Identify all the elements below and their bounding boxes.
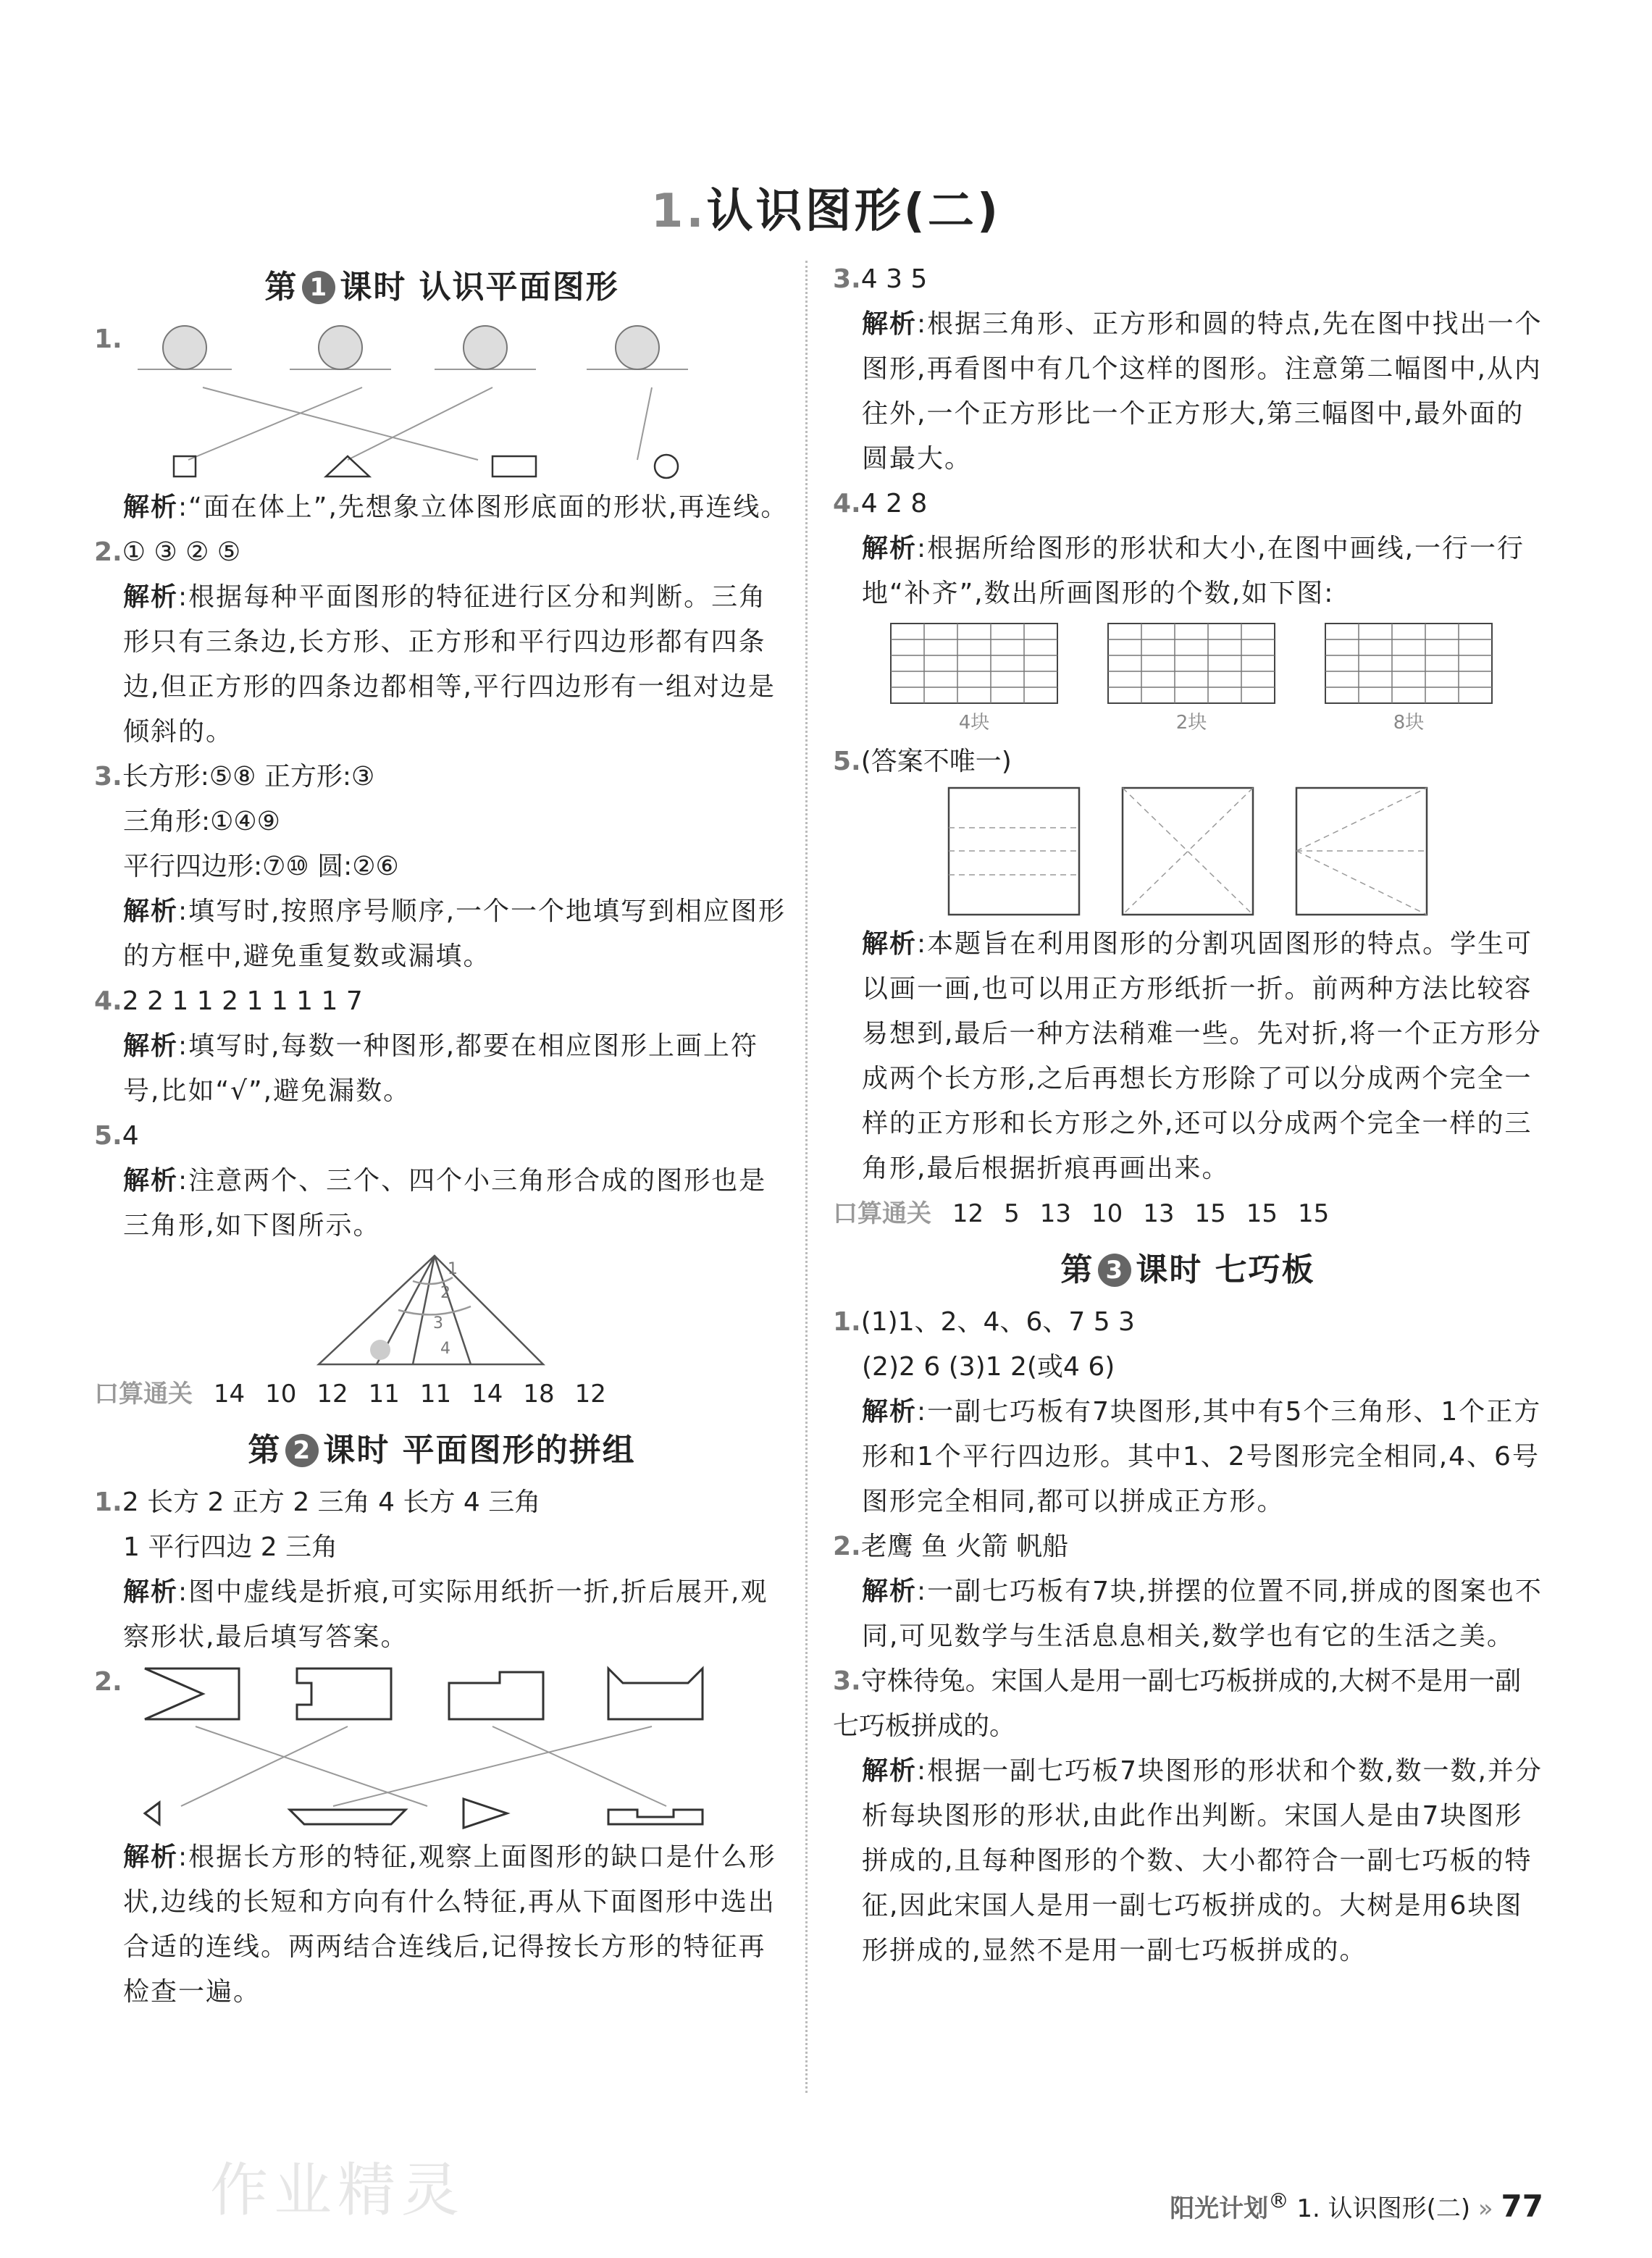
grid-figures: [876, 616, 1572, 739]
double-arrow-icon: »: [1477, 2194, 1493, 2223]
l2-q2-matching-figure: [116, 1661, 782, 1835]
l3-q2: 2.老鹰 鱼 火箭 帆船: [833, 1532, 1069, 1561]
l1-q4-explanation: 解析:填写时,每数一种图形,都要在相应图形上画上符号,比如“√”,避免漏数。: [123, 1031, 759, 1106]
l2-q2: 2.: [94, 1667, 122, 1697]
grid-label: 4块: [958, 712, 990, 734]
circle-shape: [655, 455, 678, 478]
l2-q1: 1.2 长方 2 正方 2 三角 4 长方 4 三角: [94, 1487, 541, 1517]
l3-q1-line2: (2)2 6 (3)1 2(或4 6): [862, 1352, 1115, 1382]
square-shape: [174, 456, 196, 477]
l1-q2: 2.① ③ ② ⑤: [94, 537, 241, 567]
l2-q1-explanation: 解析:图中虚线是折痕,可实际用纸折一折,折后展开,观察形状,最后填写答案。: [123, 1577, 768, 1652]
page-title: 1.认识图形(二): [650, 185, 1002, 238]
l3-q3: 3.守株待兔。宋国人是用一副七巧板拼成的,大树不是用一副七巧板拼成的。: [833, 1666, 1522, 1741]
l1-q4: 4.2 2 1 1 2 1 1 1 1 7: [94, 986, 363, 1016]
lesson-number-badge: 2: [285, 1434, 319, 1467]
child-icon: [319, 326, 362, 369]
tri-label: 2: [440, 1284, 450, 1302]
cat-icon: [370, 1340, 390, 1360]
tri-label: 3: [433, 1314, 443, 1332]
r-oral-practice: 口算通关 12 5 13 10 13 15 15 15: [833, 1199, 1330, 1228]
l1-q5-explanation: 解析:注意两个、三个、四个小三角形合成的图形也是三角形,如下图所示。: [123, 1166, 767, 1241]
l3-q1-explanation: 解析:一副七巧板有7块图形,其中有5个三角形、1个正方形和1个平行四边形。其中1、2号图形完全相同,4、6号图形完全相同,都可以拼成正方形。: [862, 1397, 1542, 1516]
l3-q1: 1.(1)1、2、4、6、7 5 3: [833, 1307, 1135, 1337]
r-q4-explanation: 解析:根据所给图形的形状和大小,在图中画线,一行一行地“补齐”,数出所画图形的个数,如下图:: [862, 534, 1525, 608]
l2-q1-line2: 1 平行四边 2 三角: [123, 1532, 338, 1562]
tri-label: 4: [440, 1340, 450, 1358]
r-q4: 4.4 2 8: [833, 489, 928, 519]
child-icon: [163, 326, 206, 369]
l3-q3-explanation: 解析:根据一副七巧板7块图形的形状和个数,数一数,并分析每块图形的形状,由此作出判断。宋国人是由7块图形拼成的,且每种图形的个数、大小都符合一副七巧板的特征,因此宋国人是用一副七巧板拼成的。大树是用6块图形拼成的,显然不是用一副七巧板拼成的。: [862, 1756, 1543, 1965]
l1-q1-matching-figure: [116, 319, 782, 485]
page-footer: 阳光计划® 1. 认识图形(二) » 77: [1170, 2188, 1543, 2224]
child-icon: [616, 326, 659, 369]
l1-q5: 5.4: [94, 1121, 139, 1151]
r-q5: 5.(答案不唯一): [833, 747, 1012, 776]
lesson-number-badge: 1: [302, 271, 335, 304]
r-q3-explanation: 解析:根据三角形、正方形和圆的特点,先在图中找出一个图形,再看图中有几个这样的图形。注意第二幅图中,从内往外,一个正方形比一个正方形大,第三幅图中,最外面的圆最大。: [862, 309, 1543, 474]
l3-q2-explanation: 解析:一副七巧板有7块,拼摆的位置不同,拼成的图案也不同,可见数学与生活息息相关,数学也有它的生活之美。: [862, 1577, 1543, 1651]
lesson3-heading: 第 3 课时 七巧板: [1060, 1251, 1315, 1288]
l1-q3: 3.长方形:⑤⑧ 正方形:③: [94, 762, 375, 792]
l1-q3-line3: 平行四边形:⑦⑩ 圆:②⑥: [123, 852, 399, 881]
left-column: [94, 253, 789, 2015]
l1-q2-explanation: 解析:根据每种平面图形的特征进行区分和判断。三角形只有三条边,长方形、正方形和平行四边形都有四条边,但正方形的四条边都相等,平行四边形有一组对边是倾斜的。: [123, 582, 776, 747]
right-column: [833, 257, 1543, 1973]
column-divider: [805, 261, 808, 2093]
triangle-figure: [94, 1248, 760, 1372]
l1-q1: 1.: [94, 324, 122, 354]
l2-q2-explanation: 解析:根据长方形的特征,观察上面图形的缺口是什么形状,边线的长短和方向有什么特征,再从下面图形中选出合适的连线。两两结合连线后,记得按长方形的特征再检查一遍。: [123, 1842, 776, 2007]
grid-label: 8块: [1393, 712, 1425, 734]
rectangle-shape: [492, 456, 536, 477]
lesson1-heading: 第 1 课时 认识平面图形: [264, 269, 619, 306]
r-q5-explanation: 解析:本题旨在利用图形的分割巩固图形的特点。学生可以画一画,也可以用正方形纸折一折。前两种方法比较容易想到,最后一种方法稍难一些。先对折,将一个正方形分成两个长方形,之后再想长方形除了可以分成两个完全一样的正方形和长方形之外,还可以分成两个完全一样的三角形,最后根据折痕再画出来。: [862, 929, 1542, 1183]
tri-label: 1: [448, 1260, 458, 1278]
grid-label: 2块: [1175, 712, 1207, 734]
watermark: 作业精灵: [210, 2157, 465, 2224]
lesson2-heading: 第 2 课时 平面图形的拼组: [248, 1432, 636, 1469]
l1-q1-explanation: 解析:“面在体上”,先想象立体图形底面的形状,再连线。: [123, 492, 789, 522]
lesson-number-badge: 3: [1098, 1254, 1131, 1287]
l1-oral-practice: 口算通关 14 10 12 11 11 14 18 12: [94, 1380, 606, 1409]
page-number: 77: [1501, 2188, 1543, 2224]
square-division-figures: [942, 784, 1637, 922]
r-q3: 3.4 3 5: [833, 264, 928, 294]
l1-q3-explanation: 解析:填写时,按照序号顺序,一个一个地填写到相应图形的方框中,避免重复数或漏填。: [123, 897, 787, 971]
l1-q3-line2: 三角形:①④⑨: [123, 807, 280, 836]
child-icon: [464, 326, 507, 369]
